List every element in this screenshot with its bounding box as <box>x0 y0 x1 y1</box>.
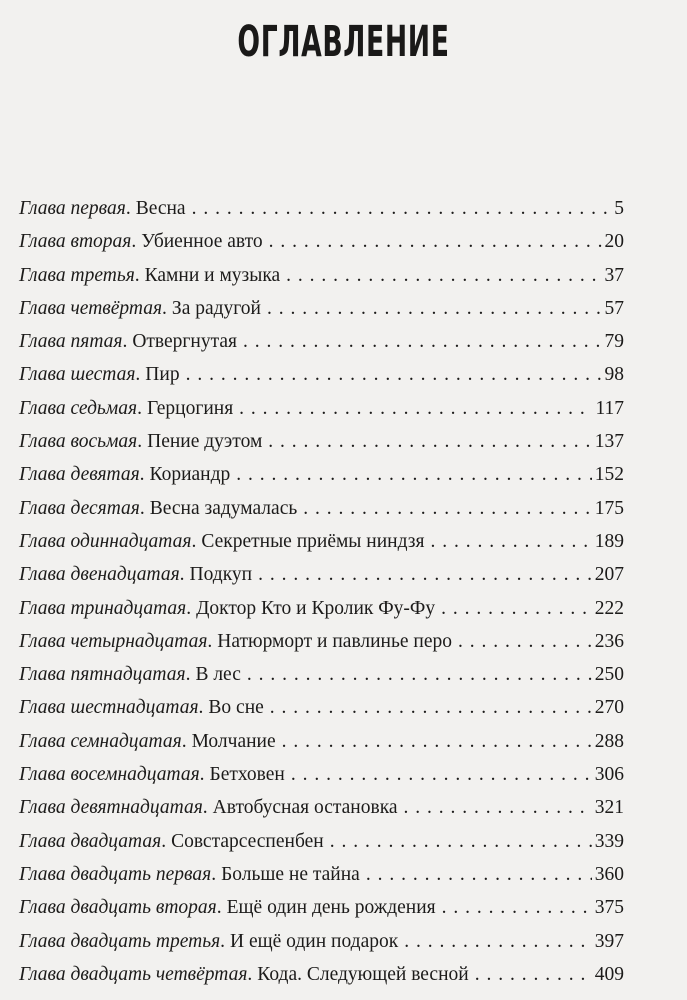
page-number: 321 <box>594 797 624 819</box>
page-number: 360 <box>594 863 624 885</box>
toc-entry <box>19 458 624 491</box>
chapter-separator: . <box>186 597 192 619</box>
dot-leader <box>404 925 592 958</box>
page-number: 37 <box>604 264 624 286</box>
chapter-separator: . <box>125 198 131 219</box>
toc-entry <box>19 658 624 691</box>
toc-entry <box>19 558 624 591</box>
page-number: 222 <box>594 597 624 619</box>
chapter-label: Глава девятая <box>19 464 140 486</box>
page-number: 79 <box>604 331 624 353</box>
chapter-label: Глава шестнадцатая <box>19 697 199 719</box>
dot-leader <box>441 592 592 625</box>
chapter-label: Глава восемнадцатая <box>19 764 200 786</box>
dot-leader <box>442 891 592 924</box>
chapter-title: Подкуп <box>189 564 253 586</box>
chapter-label: Глава двадцать третья <box>19 930 221 952</box>
chapter-separator: . <box>137 431 143 453</box>
dot-leader <box>186 358 602 391</box>
dot-leader <box>475 958 592 991</box>
chapter-separator: . <box>131 231 137 253</box>
page-number: 175 <box>594 497 624 519</box>
chapter-title: Во сне <box>208 697 264 719</box>
page-number: 288 <box>594 730 624 752</box>
chapter-label: Глава двадцатая <box>19 830 162 852</box>
chapter-title: Пир <box>145 364 180 386</box>
chapter-label: Глава четвёртая <box>19 297 163 319</box>
chapter-title: Натюрморт и павлинье перо <box>217 630 453 652</box>
toc-entry <box>19 259 624 292</box>
page-number: 397 <box>594 930 624 952</box>
toc-entry <box>19 292 624 325</box>
toc-entry <box>19 958 624 991</box>
toc-entry <box>19 225 624 258</box>
chapter-title: За радугой <box>171 297 261 319</box>
page-number: 20 <box>604 231 624 253</box>
dot-leader <box>258 558 592 591</box>
chapter-label: Глава восьмая <box>19 431 138 453</box>
chapter-title: Весна <box>135 198 186 219</box>
chapter-label: Глава десятая <box>19 497 140 519</box>
chapter-label: Глава двадцать четвёртая <box>19 963 248 985</box>
chapter-title: И ещё один подарок <box>230 930 399 952</box>
chapter-title: Секретные приёмы ниндзя <box>201 530 425 552</box>
chapter-label: Глава пятая <box>19 331 123 353</box>
chapter-separator: . <box>199 764 205 786</box>
page-number: 152 <box>594 464 624 486</box>
page-number: 236 <box>594 630 624 652</box>
chapter-separator: . <box>216 897 222 919</box>
chapter-label: Глава одиннадцатая <box>19 530 192 552</box>
chapter-label: Глава четырнадцатая <box>19 630 208 652</box>
toc-entry <box>19 858 624 891</box>
dot-leader <box>282 725 592 758</box>
chapter-label: Глава двадцать вторая <box>19 897 217 919</box>
page-number: 270 <box>594 697 624 719</box>
toc-entry <box>19 725 624 758</box>
chapter-title: Герцогиня <box>146 397 234 419</box>
dot-leader <box>286 259 601 292</box>
toc-entry <box>19 192 624 225</box>
page-title: ОГЛАВЛЕНИЕ <box>237 17 450 67</box>
chapter-title: Кориандр <box>149 464 231 486</box>
chapter-title: Автобусная остановка <box>212 797 398 819</box>
page-number: 339 <box>594 830 624 852</box>
chapter-title: Отвергнутая <box>132 331 237 353</box>
dot-leader <box>458 625 592 658</box>
chapter-label: Глава двадцать первая <box>19 863 212 885</box>
chapter-separator: . <box>247 963 253 985</box>
chapter-separator: . <box>179 564 185 586</box>
toc-entry <box>19 525 624 558</box>
table-of-contents <box>19 192 624 991</box>
dot-leader <box>236 458 591 491</box>
chapter-separator: . <box>198 697 204 719</box>
dot-leader <box>404 791 592 824</box>
dot-leader <box>430 525 591 558</box>
chapter-separator: . <box>122 331 128 353</box>
page-number: 250 <box>594 664 624 686</box>
page-number: 409 <box>594 963 624 985</box>
chapter-separator: . <box>207 630 213 652</box>
chapter-title: Весна задумалась <box>149 497 298 519</box>
toc-entry <box>19 758 624 791</box>
chapter-label: Глава третья <box>19 264 135 286</box>
chapter-separator: . <box>137 397 142 419</box>
dot-leader <box>366 858 592 891</box>
chapter-label: Глава вторая <box>19 231 132 253</box>
dot-leader <box>267 292 602 325</box>
chapter-label: Глава первая <box>19 198 126 219</box>
chapter-label: Глава седьмая <box>19 397 138 419</box>
toc-entry <box>19 625 624 658</box>
chapter-label: Глава тринадцатая <box>19 597 187 619</box>
toc-entry <box>19 825 624 858</box>
dot-leader <box>243 325 602 358</box>
chapter-title: Пение дуэтом <box>147 431 263 453</box>
page-number: 306 <box>594 764 624 786</box>
chapter-label: Глава пятнадцатая <box>19 664 186 686</box>
page-number: 189 <box>594 530 624 552</box>
page-number: 5 <box>614 198 624 219</box>
toc-entry <box>19 691 624 724</box>
chapter-separator: . <box>135 364 141 386</box>
page-number: 98 <box>604 364 624 386</box>
chapter-separator: . <box>162 297 167 319</box>
page-number: 137 <box>594 431 624 453</box>
chapter-separator: . <box>220 930 226 952</box>
chapter-separator: . <box>181 730 187 752</box>
toc-entry <box>19 791 624 824</box>
dot-leader <box>270 691 592 724</box>
chapter-separator: . <box>211 863 217 885</box>
dot-leader <box>239 392 592 425</box>
chapter-separator: . <box>191 530 197 552</box>
chapter-label: Глава шестая <box>19 364 136 386</box>
dot-leader <box>330 825 592 858</box>
dot-leader <box>247 658 592 691</box>
chapter-separator: . <box>134 264 140 286</box>
dot-leader <box>268 425 591 458</box>
chapter-title: Убиенное авто <box>141 231 263 253</box>
toc-entry <box>19 325 624 358</box>
chapter-title: Молчание <box>191 730 276 752</box>
chapter-title: Доктор Кто и Кролик Фу-Фу <box>196 597 436 619</box>
chapter-title: Кода. Следующей весной <box>257 963 469 985</box>
chapter-title: Совстарсеспенбен <box>171 830 324 852</box>
chapter-title: Бетховен <box>209 764 285 786</box>
dot-leader <box>192 192 612 225</box>
dot-leader <box>303 492 592 525</box>
chapter-title: В лес <box>195 664 241 686</box>
toc-entry <box>19 425 624 458</box>
dot-leader <box>291 758 592 791</box>
page-number: 375 <box>594 897 624 919</box>
chapter-label: Глава девятнадцатая <box>19 797 203 819</box>
chapter-label: Глава семнадцатая <box>19 730 182 752</box>
page-number: 207 <box>594 564 624 586</box>
toc-entry <box>19 392 624 425</box>
chapter-title: Больше не тайна <box>221 863 360 885</box>
chapter-separator: . <box>185 664 191 686</box>
toc-entry <box>19 891 624 924</box>
chapter-label: Глава двенадцатая <box>19 564 180 586</box>
chapter-separator: . <box>139 497 145 519</box>
toc-entry <box>19 592 624 625</box>
chapter-title: Камни и музыка <box>144 264 281 286</box>
chapter-separator: . <box>202 797 208 819</box>
page-number: 57 <box>604 297 624 319</box>
dot-leader <box>269 225 602 258</box>
toc-entry <box>19 492 624 525</box>
chapter-title: Ещё один день рождения <box>226 897 436 919</box>
page-number: 117 <box>595 397 624 419</box>
toc-entry <box>19 358 624 391</box>
toc-entry <box>19 925 624 958</box>
chapter-separator: . <box>139 464 145 486</box>
chapter-separator: . <box>161 830 167 852</box>
